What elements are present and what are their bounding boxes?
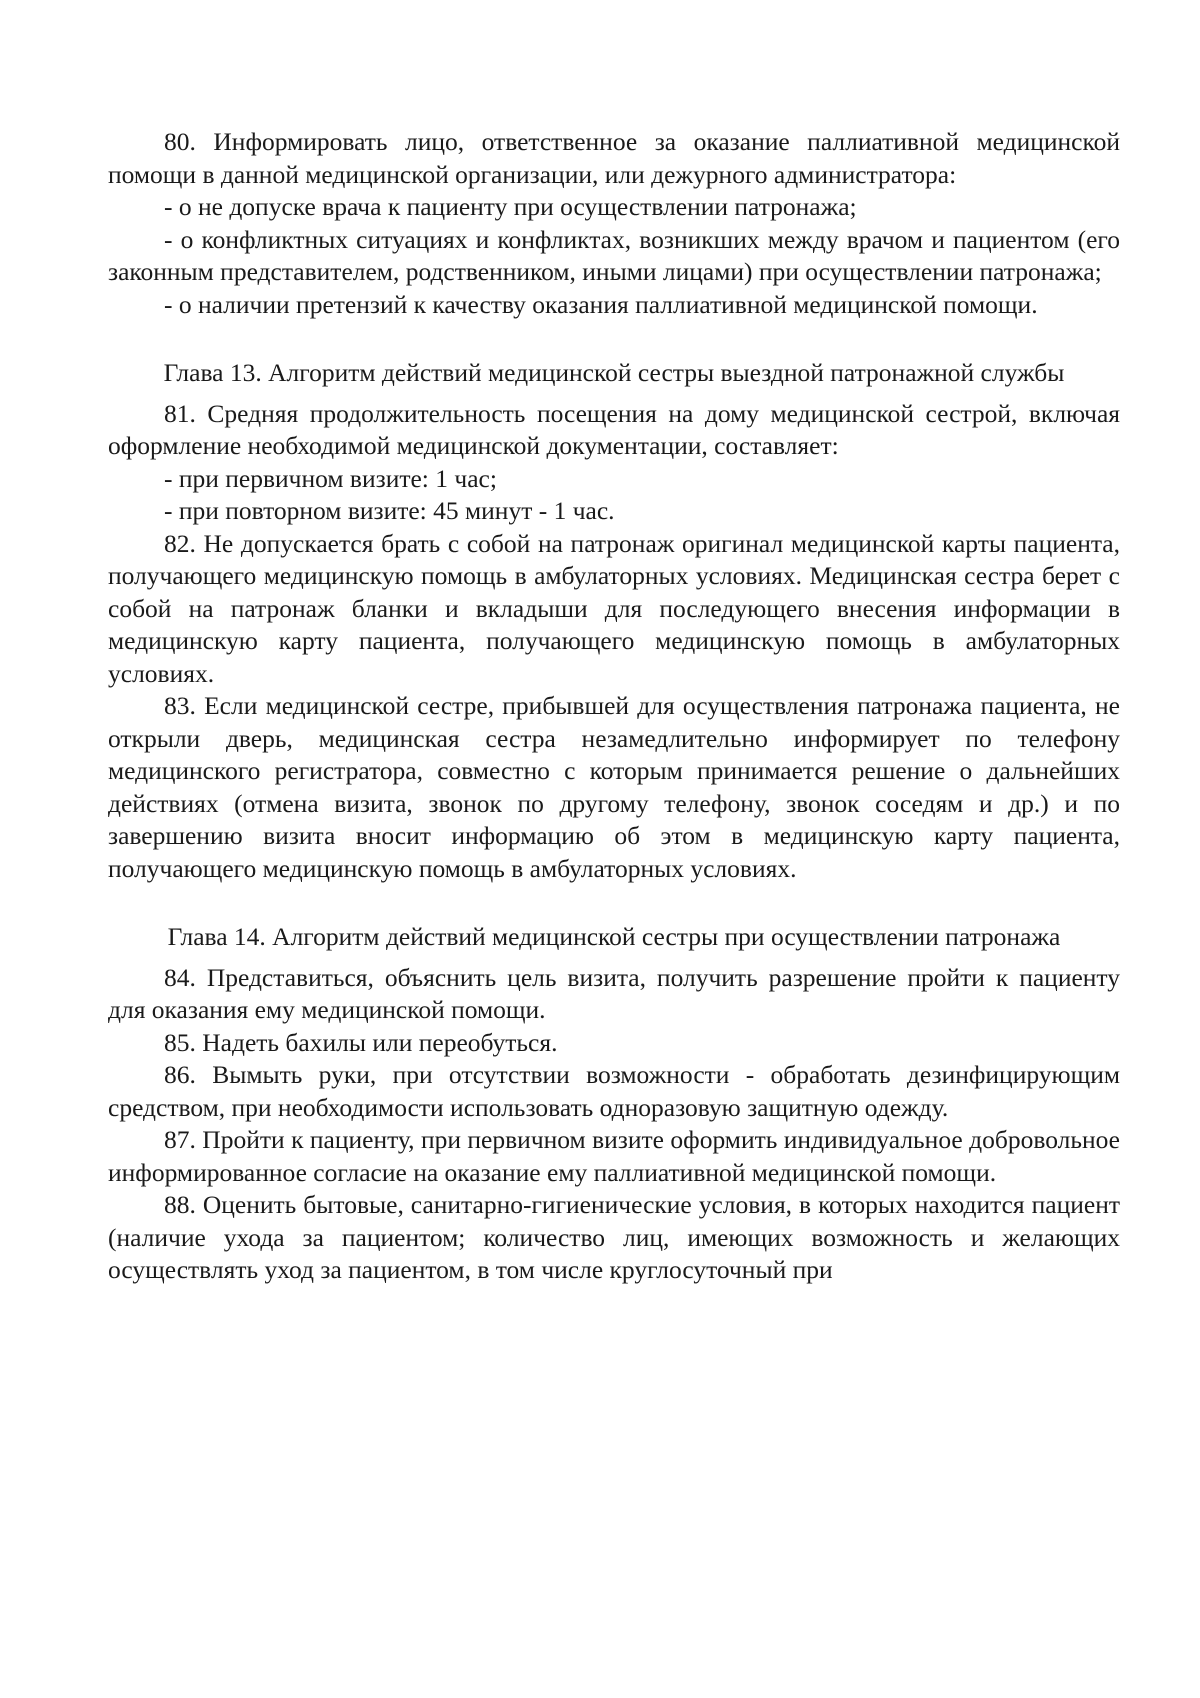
chapter-14-heading: Глава 14. Алгоритм действий медицинской сестры при осуществлении патронажа (167, 922, 1061, 951)
paragraph-80: 80. Информировать лицо, ответственное за оказание паллиативной медицинской помощи в данной медицинской организации, или дежурного администратора: (108, 127, 1120, 189)
spacer (108, 321, 1120, 357)
paragraph-87: 87. Пройти к пациенту, при первичном визите оформить индивидуальное добровольное информированное согласие на оказание ему паллиативной медицинской помощи. (108, 1125, 1120, 1187)
paragraph-82: 82. Не допускается брать с собой на патронаж оригинал медицинской карты пациента, получающего медицинскую помощь в амбулаторных условиях. Медицинская сестра берет с собой на патронаж бланки и вкладыши для последующего внесения информации в медицинскую карту пациента, получающего медицинскую помощь в амбулаторных условиях. (108, 528, 1120, 688)
spacer (108, 954, 1120, 962)
spacer (108, 390, 1120, 398)
list-item: - о конфликтных ситуациях и конфликтах, возникших между врачом и пациентом (его законным представителем, родственником, иными лицами) при осуществлении патронажа; (108, 224, 1120, 286)
spacer (108, 885, 1120, 921)
paragraph-88: 88. Оценить бытовые, санитарно-гигиенические условия, в которых находится пациент (наличие ухода за пациентом; количество лиц, имеющих возможность и желающих осуществлять уход за пациентом, в том числе круглосуточный при (108, 1190, 1120, 1284)
list-item: - о не допуске врача к пациенту при осуществлении патронажа; (164, 192, 857, 221)
list-item: - о наличии претензий к качеству оказания паллиативной медицинской помощи. (164, 289, 1038, 319)
paragraph-81: 81. Средняя продолжительность посещения на дому медицинской сестрой, включая оформление необходимой медицинской документации, составляет: (108, 398, 1120, 460)
paragraph-83: 83. Если медицинской сестре, прибывшей для осуществления патронажа пациента, не открыли дверь, медицинская сестра незамедлительно информирует по телефону медицинского регистратора, совместно с которым принимается решение о дальнейших действиях (отмена визита, звонок по другому телефону, звонок соседям и др.) и по завершению визита вносит информацию об этом в медицинскую карту пациента, получающего медицинскую помощь в амбулаторных условиях. (108, 691, 1120, 883)
paragraph-84: 84. Представиться, объяснить цель визита, получить разрешение пройти к пациенту для оказания ему медицинской помощи. (108, 962, 1120, 1024)
paragraph-86: 86. Вымыть руки, при отсутствии возможности - обработать дезинфицирующим средством, при необходимости использовать одноразовую защитную одежду. (108, 1060, 1120, 1122)
list-item: - при повторном визите: 45 минут - 1 час. (164, 496, 615, 525)
paragraph-85: 85. Надеть бахилы или переобуться. (164, 1027, 558, 1057)
chapter-13-heading: Глава 13. Алгоритм действий медицинской сестры выездной патронажной службы (163, 358, 1065, 387)
list-item: - при первичном визите: 1 час; (164, 463, 497, 493)
document-page (108, 126, 1120, 1287)
